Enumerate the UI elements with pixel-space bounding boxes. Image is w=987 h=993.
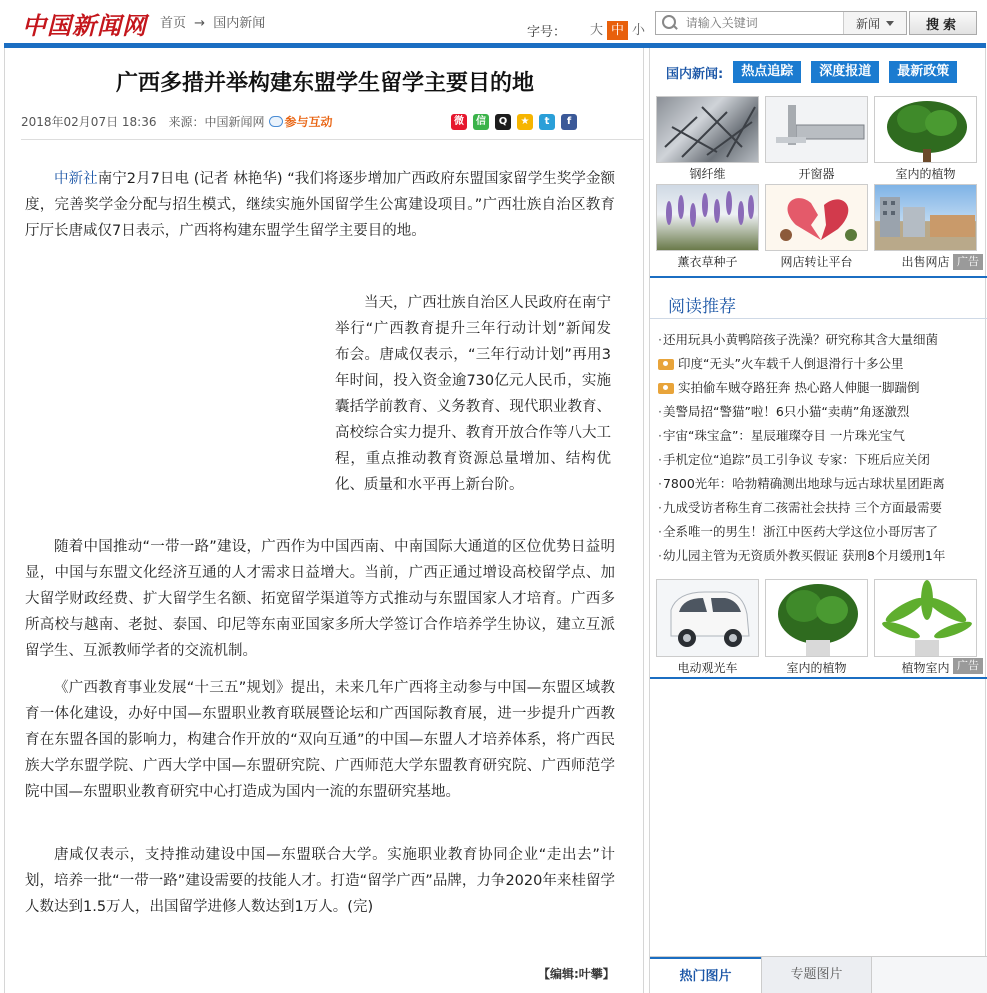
article-paragraph: 《广西教育事业发展“十三五”规划》提出，未来几年广西将主动参与中国—东盟区域教育一体化建设，办好中国—东盟职业教育联展暨论坛和广西国际教育展，进一步提升广西教育在东盟各国的影响力，构建合作开放的“双向互通”的中国—东盟人才培养体系，将广西民族大学东盟学院、广西大学中国—东盟研究院、广西师范大学东盟教育研究院、广西师范学院中国—东盟职业教育研究中心打造成为国内一流的东盟研究基地。 bbox=[25, 680, 615, 800]
recommend-item[interactable] bbox=[658, 448, 983, 472]
agency-link[interactable]: 中新社 bbox=[54, 171, 98, 187]
nav-tag-hot[interactable]: 热点追踪 bbox=[733, 61, 801, 83]
breadcrumb-domestic[interactable]: 国内新闻 bbox=[213, 16, 266, 31]
video-camera-icon bbox=[658, 383, 674, 394]
electric-car-image bbox=[656, 579, 759, 657]
nav-tag-depth[interactable]: 深度报道 bbox=[811, 61, 879, 83]
bullet-icon: · bbox=[658, 548, 662, 563]
ad-label: 广告 bbox=[953, 254, 983, 270]
search-bar bbox=[655, 11, 977, 35]
recommend-item[interactable] bbox=[658, 328, 983, 352]
steel-fiber-art bbox=[657, 97, 759, 163]
bamboo-plant-image bbox=[874, 579, 977, 657]
sidebar-divider bbox=[650, 677, 987, 679]
search-button[interactable]: 搜索 bbox=[909, 11, 977, 35]
ad-caption: 室内的植物 bbox=[895, 167, 956, 181]
comment-bubble-icon bbox=[269, 116, 283, 127]
recommend-item[interactable] bbox=[658, 544, 983, 568]
recommend-title: 阅读推荐 bbox=[668, 297, 736, 317]
recommend-item-text: 手机定位“追踪”员工引争议 专家：下班后应关闭 bbox=[662, 452, 930, 467]
interact-label: 参与互动 bbox=[284, 115, 333, 129]
lavender-image bbox=[656, 184, 759, 251]
recommend-item-text: 幼儿园主管为无资质外教买假证 获刑8个月缓刑1年 bbox=[662, 548, 946, 563]
indoor-plant-image bbox=[874, 96, 977, 163]
bullet-icon: · bbox=[658, 428, 662, 443]
recommend-item-text: 宇宙“珠宝盒”：星辰璀璨夺目 一片珠光宝气 bbox=[662, 428, 905, 443]
ad-caption: 网店转让平台 bbox=[780, 255, 853, 269]
article-title: 广西多措并举构建东盟学生留学主要目的地 bbox=[115, 71, 534, 96]
article-paragraph: 当天，广西壮族自治区人民政府在南宁举行“广西教育提升三年行动计划”新闻发布会。唐咸仅表示，“三年行动计划”再用3年时间，投入资金逾730亿元人民币，实施囊括学前教育、义务教育、现代职业教育、高校综合实力提升、教育开放合作等八大工程，重点推动教育资源总量增加、结构优化、质量和水平再上新台阶。 bbox=[335, 295, 611, 493]
recommend-item[interactable] bbox=[658, 496, 983, 520]
share-bar bbox=[451, 114, 583, 130]
font-size-small[interactable]: 小 bbox=[632, 23, 646, 38]
recommend-item-text: 全系唯一的男生！浙江中医药大学这位小哥厉害了 bbox=[662, 524, 938, 539]
sidebar bbox=[649, 48, 986, 993]
wechat-icon[interactable]: 信 bbox=[473, 114, 489, 130]
ad-item[interactable] bbox=[656, 579, 759, 676]
ad-caption: 钢纤维 bbox=[689, 167, 726, 181]
ad-label: 广告 bbox=[953, 658, 983, 674]
recommend-item[interactable] bbox=[658, 424, 983, 448]
site-logo[interactable]: 中国新闻网 bbox=[22, 11, 147, 40]
chevron-down-icon bbox=[886, 21, 894, 26]
recommend-item-text: 九成受访者称生育二孩需社会扶持 三个方面最需要 bbox=[662, 500, 942, 515]
bullet-icon: · bbox=[658, 404, 662, 419]
sidebar-nav-label: 国内新闻: bbox=[666, 66, 724, 82]
ad-item[interactable] bbox=[765, 579, 868, 676]
ad-grid-bottom bbox=[656, 579, 981, 674]
tabs-filler bbox=[872, 957, 987, 993]
sidebar-divider bbox=[650, 276, 987, 278]
article-paragraph: 唐咸仅表示，支持推动建设中国—东盟联合大学。实施职业教育协同企业“走出去”计划，培养一批“一带一路”建设需要的技能人才。打造“留学广西”品牌，力争2020年来桂留学人数达到1.5万人，出国留学进修人数达到1万人。(完) bbox=[25, 847, 615, 915]
ad-caption: 植物室内 bbox=[901, 661, 950, 675]
ad-caption: 出售网店 bbox=[901, 255, 950, 269]
breadcrumb-home[interactable]: 首页 bbox=[160, 16, 187, 31]
car-art bbox=[657, 580, 759, 657]
tencent-weibo-icon[interactable]: t bbox=[539, 114, 555, 130]
ad-grid-top bbox=[656, 96, 981, 272]
video-camera-icon bbox=[658, 359, 674, 370]
ad-item[interactable] bbox=[765, 96, 868, 182]
bullet-icon: · bbox=[658, 500, 662, 515]
article-source[interactable]: 来源：中国新闻网 bbox=[168, 115, 265, 129]
recommend-item[interactable] bbox=[658, 352, 983, 376]
ad-item[interactable] bbox=[874, 96, 977, 182]
ad-caption: 薰衣草种子 bbox=[677, 255, 738, 269]
building-art bbox=[875, 185, 977, 251]
breadcrumb-arrow-icon: → bbox=[194, 16, 206, 31]
ad-caption: 开窗器 bbox=[798, 167, 835, 181]
bullet-icon: · bbox=[658, 332, 662, 347]
search-icon bbox=[662, 15, 678, 31]
steel-fiber-image bbox=[656, 96, 759, 163]
search-box bbox=[655, 11, 907, 35]
article-meta bbox=[21, 113, 333, 130]
sidebar-nav bbox=[650, 60, 987, 84]
site-header bbox=[0, 0, 987, 44]
window-opener-art bbox=[766, 97, 868, 163]
article-datetime: 2018年02月07日 18:36 bbox=[21, 115, 157, 129]
search-category-value: 新闻 bbox=[856, 16, 881, 31]
bamboo-art bbox=[875, 580, 977, 657]
interact-link[interactable] bbox=[269, 113, 333, 130]
tab-topic-pictures[interactable]: 专题图片 bbox=[761, 957, 872, 993]
search-input[interactable] bbox=[686, 16, 843, 30]
recommend-item-text: 实拍偷车贼夺路狂奔 热心路人伸腿一脚踹倒 bbox=[678, 380, 920, 395]
recommend-item-text: 还用玩具小黄鸭陪孩子洗澡？研究称其含大量细菌 bbox=[662, 332, 938, 347]
recommend-item[interactable] bbox=[658, 376, 983, 400]
recommend-underline bbox=[650, 318, 987, 319]
broken-heart-art bbox=[766, 185, 868, 251]
bullet-icon: · bbox=[658, 476, 662, 491]
picture-tabs bbox=[650, 956, 987, 993]
recommend-item[interactable] bbox=[658, 400, 983, 424]
recommend-list bbox=[658, 328, 983, 568]
font-size-large[interactable]: 大 bbox=[590, 23, 604, 38]
ad-caption: 电动观光车 bbox=[677, 661, 738, 675]
font-size-label: 字号： bbox=[527, 25, 567, 40]
nav-tag-policy[interactable]: 最新政策 bbox=[889, 61, 957, 83]
recommend-item-text: 7800光年：哈勃精确测出地球与远古球状星团距离 bbox=[662, 476, 945, 491]
recommend-item-text: 印度“无头”火车载千人倒退滑行十多公里 bbox=[678, 356, 904, 371]
ad-caption: 室内的植物 bbox=[786, 661, 847, 675]
article-editor: 【编辑:叶攀】 bbox=[538, 967, 615, 981]
indoor-plant-image bbox=[765, 579, 868, 657]
plant-art bbox=[875, 97, 977, 163]
bullet-icon: · bbox=[658, 452, 662, 467]
article-paragraph bbox=[25, 166, 615, 244]
plant-art bbox=[766, 580, 868, 657]
font-size-switcher bbox=[527, 21, 649, 40]
facebook-icon[interactable]: f bbox=[561, 114, 577, 130]
window-opener-image bbox=[765, 96, 868, 163]
article-paragraph: 随着中国推动“一带一路”建设，广西作为中国西南、中南国际大通道的区位优势日益明显，中国与东盟文化经济互通的人才需求日益增大。当前，广西正通过增设高校留学点、加大留学财政经费、扩大留学生名额、拓宽留学渠道等方式推动与东盟国家人才培育。广西多所高校与越南、老挝、泰国、印尼等东南亚国家多所大学签订合作培养学生协议，建立互派留学生、互派教师学者的交流机制。 bbox=[25, 539, 615, 659]
shop-transfer-image bbox=[765, 184, 868, 251]
paragraph-text: 南宁2月7日电 (记者 林艳华) “我们将逐步增加广西政府东盟国家留学生奖学金额度，完善奖学金分配与招生模式，继续实施外国留学生公寓建设项目。”广西壮族自治区教育厅厅长唐咸仅7日表示，广西将构建东盟学生留学主要目的地。 bbox=[25, 171, 616, 239]
font-size-medium[interactable]: 中 bbox=[607, 21, 628, 40]
breadcrumb bbox=[160, 12, 269, 31]
qq-icon[interactable]: Q bbox=[495, 114, 511, 130]
tab-hot-pictures[interactable]: 热门图片 bbox=[650, 957, 761, 993]
search-category-select[interactable] bbox=[843, 12, 906, 34]
qzone-icon[interactable]: ★ bbox=[517, 114, 533, 130]
recommend-item-text: 美警局招“警猫”啦！6只小猫“卖萌”角逐激烈 bbox=[662, 404, 910, 419]
bullet-icon: · bbox=[658, 524, 662, 539]
lavender-art bbox=[657, 185, 759, 251]
ad-item[interactable] bbox=[656, 184, 759, 270]
weibo-icon[interactable]: 微 bbox=[451, 114, 467, 130]
article-column bbox=[4, 48, 644, 993]
shop-sale-image bbox=[874, 184, 977, 251]
recommend-item[interactable] bbox=[658, 520, 983, 544]
meta-divider bbox=[21, 139, 643, 140]
recommend-item[interactable] bbox=[658, 472, 983, 496]
ad-item[interactable] bbox=[656, 96, 759, 182]
ad-item[interactable] bbox=[765, 184, 868, 270]
